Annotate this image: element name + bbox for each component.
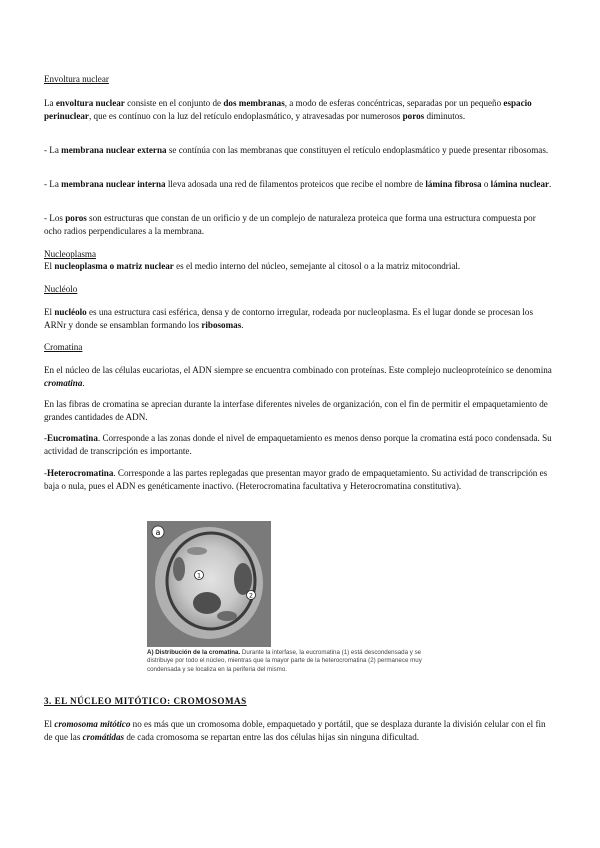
micrograph-image — [147, 521, 271, 647]
heading-nucleolo: Nucléolo — [44, 284, 78, 294]
paragraph-cromatina-2: En las fibras de cromatina se aprecian durante la interfase diferentes niveles de organización, con el fin de permitir el empaquetamiento de grandes cantidades de ADN. — [44, 399, 548, 422]
label-a: a — [155, 528, 161, 537]
paragraph-nucleolo: El nucléolo es una estructura casi esférica, densa y de contorno irregular, rodeada por nucleoplasma. Es el lugar donde se procesan los ARNr y donde se ensamblan formando los ribosomas. — [44, 307, 534, 330]
chromatin-figure — [147, 521, 449, 674]
paragraph-nucleoplasma: El nucleoplasma o matriz nuclear es el medio interno del núcleo, semejante al citosol o a la matriz mitocondrial. — [44, 261, 461, 271]
label-2: 2 — [249, 592, 253, 600]
paragraph-cromosoma-mitotico: El cromosoma mitótico no es más que un cromosoma doble, empaquetado y portátil, que se desplaza durante la división celular con el fin de que las cromátidas de cada cromosoma se repartan entre las dos células hijas sin ninguna dificultad. — [44, 719, 546, 742]
paragraph-poros: - Los poros son estructuras que constan de un orificio y de un complejo de naturaleza proteica que forma una estructura compuesta por ocho radios perpendiculares a la membrana. — [44, 213, 536, 236]
label-1: 1 — [197, 572, 201, 580]
heading-nucleo-mitotico: 3. EL NÚCLEO MITÓTICO: CROMOSOMAS — [44, 696, 247, 706]
heading-envoltura-nuclear: Envoltura nuclear — [44, 74, 109, 84]
paragraph-membrana-externa: - La membrana nuclear externa se contínúa con las membranas que constituyen el retículo endoplasmático y puede presentar ribosomas. — [44, 145, 549, 155]
paragraph-membrana-interna: - La membrana nuclear interna lleva adosada una red de filamentos proteicos que recibe el nombre de lámina fibrosa o lámina nuclear. — [44, 179, 552, 189]
paragraph-cromatina-1: En el núcleo de las células eucariotas, el ADN siempre se encuentra combinado con proteínas. Este complejo nucleoproteínico se denomina cromatina. — [44, 365, 552, 388]
heading-nucleoplasma: Nucleoplasma — [44, 249, 97, 259]
figure-caption: A) Distribución de la cromatina. Durante la interfase, la eucromatina (1) está descondensada y se distribuye por todo el núcleo, mientras que la mayor parte de la heterocromatina (2) permanece muy condensada y se localiza en la periferia del mismo. — [147, 649, 422, 673]
paragraph-heterocromatina: -Heterocromatina. Corresponde a las partes replegadas que presentan mayor grado de empaquetamiento. Su actividad de transcripción es baja o nula, pues el ADN es genéticamente inactivo. (Heterocromatina facultativa y Heterocromatina constitutiva). — [44, 468, 548, 491]
paragraph-envoltura-1: La envoltura nuclear consiste en el conjunto de dos membranas, a modo de esferas concéntricas, separadas por un pequeño espacio perinuclear, que es contínuo con la luz del retículo endoplasmático, y atravesadas por numerosos poros diminutos. — [44, 98, 532, 121]
heading-cromatina: Cromatina — [44, 342, 83, 352]
micrograph-svg — [147, 521, 271, 647]
paragraph-eucromatina: -Eucromatina. Corresponde a las zonas donde el nivel de empaquetamiento es menos denso porque la cromatina está poco condensada. Su actividad de transcripción es importante. — [44, 433, 552, 456]
